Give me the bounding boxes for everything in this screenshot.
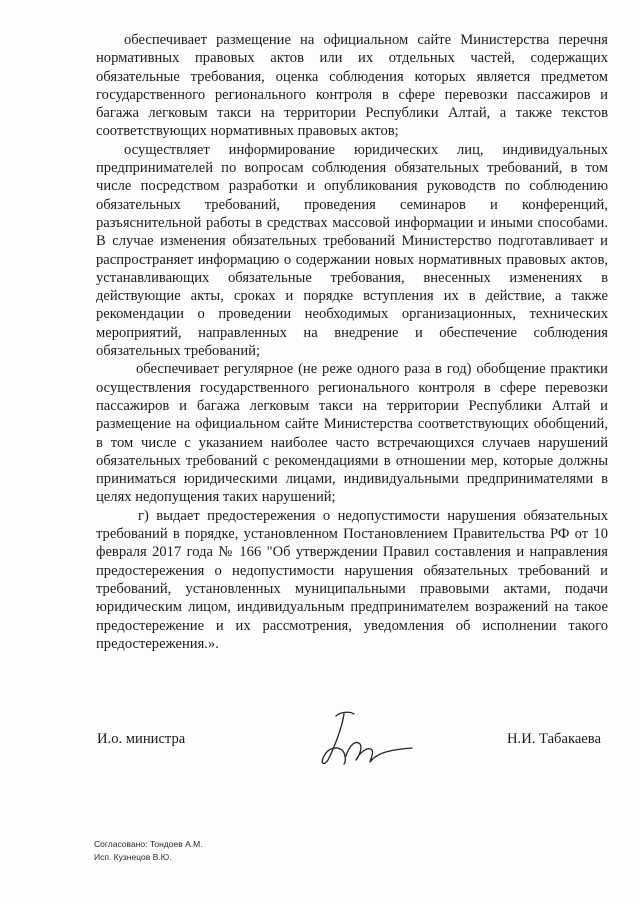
footer-executor: Исп. Кузнецов В.Ю. [94, 852, 172, 862]
paragraph-warnings: г) выдает предостережения о недопустимости нарушения обязательных требований в порядке, установленном Постановлением Правительства РФ от 10 февраля 2017 года № 166 "Об утверждении Правил составления и направления предостережения о недопустимости нарушения обязательных требований и требований, установленных муниципальными правовыми актами, подачи юридическим лицом, индивидуальным предпринимателем возражений на такое предостережение и их рассмотрения, уведомления об исполнении такого предостережения.». [96, 507, 608, 652]
paragraph-publication: обеспечивает размещение на официальном сайте Министерства перечня нормативных правовых актов или их отдельных частей, содержащих обязательные требования, оценка соблюдения которых является предметом государственного регионального контроля в сфере перевозки пассажиров и багажа легковым такси на территории Республики Алтай, а также текстов соответствующих нормативных правовых актов; [96, 32, 608, 140]
footer-agreed: Согласовано: Тондоев А.М. [94, 839, 203, 849]
handwritten-signature [316, 708, 416, 774]
document-body [96, 31, 608, 653]
footer-notes [94, 838, 203, 864]
signer-name: Н.И. Табакаева [507, 731, 601, 747]
paragraph-informing: осуществляет информирование юридических лиц, индивидуальных предпринимателей по вопросам соблюдения обязательных требований, в том числе посредством разработки и опубликования руководств по соблюдению обязательных требований, проведения семинаров и конференций, разъяснительной работы в средствах массовой информации и иными способами. В случае изменения обязательных требований Министерство подготавливает и распространяет информацию о содержании новых нормативных правовых актов, устанавливающих обязательные требования, внесенных изменениях в действующие акты, сроках и порядке вступления их в действие, а также рекомендации о проведении необходимых организационных, технических мероприятий, направленных на внедрение и обеспечение соблюдения обязательных требований; [96, 141, 608, 360]
paragraph-generalization: обеспечивает регулярное (не реже одного раза в год) обобщение практики осуществления государственного регионального контроля в сфере перевозки пассажиров и багажа легковым такси на территории Республики Алтай и размещение на официальном сайте Министерства соответствующих обобщений, в том числе с указанием наиболее часто встречающихся случаев нарушений обязательных требований с рекомендациями в отношении мер, которые должны приниматься юридическими лицами, индивидуальными предпринимателями в целях недопущения таких нарушений; [96, 361, 608, 506]
signer-position: И.о. министра [97, 731, 186, 747]
